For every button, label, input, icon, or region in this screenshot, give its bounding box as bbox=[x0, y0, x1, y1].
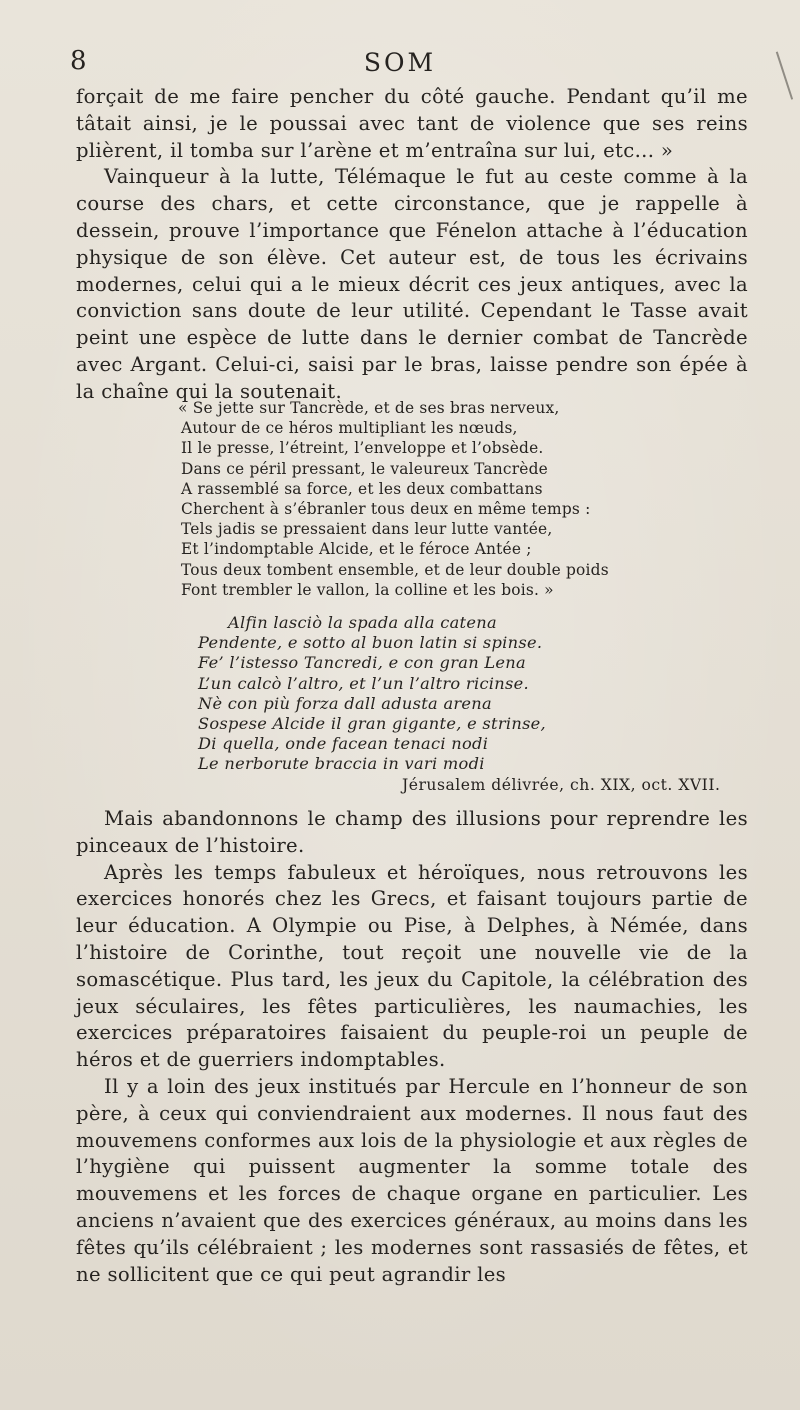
paragraph-telemaque: Vainqueur à la lutte, Télémaque le fut au ceste comme à la course des chars, et cette circonstance, que je rappelle à dessein, prouve l’importance que Fénelon attache à l’éducation physique de son élève. Cet auteur est, de tous les écrivains modernes, celui qui a le mieux décrit ces jeux antiques, avec la conviction sans doute de leur utilité. Cependant le Tasse avait peint une espèce de lutte dans le dernier combat de Tancrède avec Argant. Celui-ci, saisi par le bras, laisse pendre son épée à la chaîne qui la soutenait. bbox=[76, 165, 748, 403]
verse-line: Autour de ce héros multipliant les nœuds, bbox=[181, 419, 518, 438]
page-number: 8 bbox=[70, 46, 88, 76]
verse-line: Et l’indomptable Alcide, et le féroce Antée ; bbox=[181, 540, 532, 559]
verse-line: Font trembler le vallon, la colline et les bois. » bbox=[181, 580, 554, 599]
paragraph-grecs: Après les temps fabuleux et héroïques, nous retrouvons les exercices honorés chez les Grecs, et faisant toujours partie de leur éducation. A Olympie ou Pise, à Delphes, à Némée, dans l’histoire de Corinthe, tout reçoit une nouvelle vie de la somascétique. Plus tard, les jeux du Capitole, la célébration des jeux séculaires, les fêtes particulières, les naumachies, les exercices préparatoires faisaient du peuple-roi un peuple de héros et de guerriers indomptables. bbox=[76, 860, 748, 1072]
verse-line: L’un calcò l’altro, et l’un l’altro ricinse. bbox=[198, 673, 529, 693]
french-verse-quote bbox=[178, 398, 623, 600]
verse-line: A rassemblé sa force, et les deux combattans bbox=[181, 479, 543, 498]
verse-line: Pendente, e sotto al buon latin si spinse. bbox=[198, 633, 543, 653]
verse-line: Alfin lasciò la spada alla catena bbox=[228, 613, 497, 632]
verse-line: « Se jette sur Tancrède, et de ses bras nerveux, bbox=[178, 399, 560, 417]
verse-source-citation: Jérusalem délivrée, ch. XIX, oct. XVII. bbox=[402, 776, 721, 794]
paragraph-continuation: forçait de me faire pencher du côté gauche. Pendant qu’il me tâtait ainsi, je le poussai avec tant de violence que ses reins plièrent, il tomba sur l’arène et m’entraîna sur lui, etc... » bbox=[76, 85, 748, 162]
italian-verse-quote bbox=[198, 613, 546, 775]
verse-line: Le nerborute braccia in vari modi bbox=[198, 754, 485, 774]
verse-line: Tels jadis se pressaient dans leur lutte vantée, bbox=[181, 520, 553, 539]
verse-line: Nè con più forza dall adusta arena bbox=[198, 693, 492, 713]
prose-block-top bbox=[76, 84, 748, 406]
verse-line: Cherchent à s’ébranler tous deux en même temps : bbox=[181, 500, 591, 519]
paragraph-modernes: Il y a loin des jeux institués par Hercule en l’honneur de son père, à ceux qui conviendraient aux modernes. Il nous faut des mouvemens conformes aux lois de la physiologie et aux règles de l’hygiène qui puissent augmenter la somme totale des mouvemens et les forces de chaque organe en particulier. Les anciens n’avaient que des exercices généraux, au moins dans les fêtes qu’ils célébraient ; les modernes sont rassasiés de fêtes, et ne sollicitent que ce qui peut agrandir les bbox=[76, 1074, 748, 1286]
verse-line: Dans ce péril pressant, le valeureux Tancrède bbox=[181, 459, 548, 478]
verse-line: Sospese Alcide il gran gigante, e strinse, bbox=[198, 714, 547, 734]
verse-line: Tous deux tombent ensemble, et de leur double poids bbox=[181, 560, 609, 579]
verse-line: Fe’ l’istesso Tancredi, e con gran Lena bbox=[198, 653, 526, 673]
verse-line: Il le presse, l’étreint, l’enveloppe et l’obsède. bbox=[181, 439, 544, 458]
running-head: SOM bbox=[363, 48, 437, 77]
paragraph-illusions: Mais abandonnons le champ des illusions pour reprendre les pinceaux de l’histoire. bbox=[76, 807, 748, 857]
verse-line: Di quella, onde facean tenaci nodi bbox=[198, 734, 489, 754]
prose-block-bottom bbox=[76, 806, 748, 1288]
